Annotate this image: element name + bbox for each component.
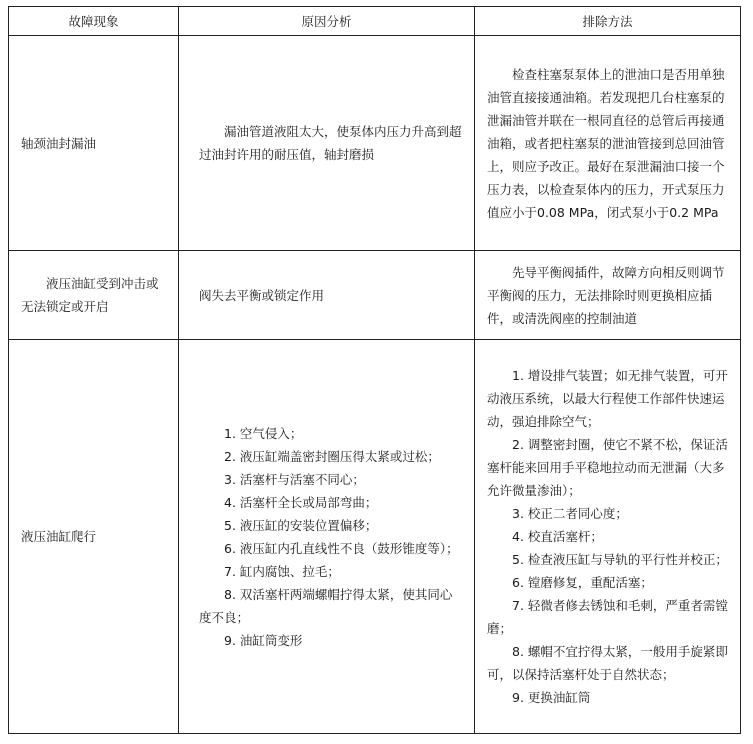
troubleshooting-table — [8, 6, 741, 734]
fix-cell — [475, 251, 741, 340]
phenomenon-cell: 液压油缸爬行 — [9, 340, 179, 734]
fix-text: 检查柱塞泵泵体上的泄油口是否用单独油管直接接通油箱。若发现把几台柱塞泵的泄漏油管并联在一根同直径的总管后再接通油箱，或者把柱塞泵的泄油管接到总回油管上，则应予改正。最好在泵泄漏油口接一个压力表，以检查泵体内的压力，开式泵压力值应小于0.08 MPa，闭式泵小于0.2 MPa — [487, 66, 725, 220]
table-row — [9, 340, 741, 734]
list-item: 8. 双活塞杆两端螺帽拧得太紧，使其同心度不良； — [199, 586, 453, 625]
fix-cell — [475, 36, 741, 251]
list-item: 1. 增设排气装置；如无排气装置，可开动液压系统，以最大行程使工作部件快速运动，强迫排除空气； — [487, 368, 728, 429]
list-item: 2. 液压缸端盖密封圈压得太紧或过松； — [224, 448, 440, 464]
cause-list — [199, 422, 464, 652]
list-item: 1. 空气侵入； — [224, 425, 303, 441]
list-item: 7. 缸内腐蚀、拉毛； — [224, 563, 340, 579]
phenomenon-cell: 轴颈油封漏油 — [9, 36, 179, 251]
list-item: 7. 轻微者修去锈蚀和毛刺，严重者需镗磨； — [487, 598, 728, 636]
header-fix: 排除方法 — [475, 7, 741, 36]
list-item: 5. 液压缸的安装位置偏移； — [224, 517, 378, 533]
cause-cell — [179, 36, 475, 251]
list-item: 9. 油缸筒变形 — [224, 632, 303, 648]
fix-list — [487, 364, 730, 709]
list-item: 6. 液压缸内孔直线性不良（鼓形锥度等）； — [224, 540, 459, 556]
list-item: 3. 活塞杆与活塞不同心； — [224, 471, 365, 487]
header-row — [9, 7, 741, 36]
list-item: 9. 更换油缸筒 — [512, 690, 591, 705]
list-item: 6. 镗磨修复，重配活塞； — [512, 575, 653, 590]
list-item: 2. 调整密封圈，使它不紧不松，保证活塞杆能来回用手平稳地拉动而无泄漏（大多允许微量渗油）； — [487, 437, 728, 498]
phenomenon-cell — [9, 251, 179, 340]
list-item: 4. 校直活塞杆； — [512, 529, 603, 544]
cause-cell: 阀失去平衡或锁定作用 — [179, 251, 475, 340]
phenomenon-text: 液压油缸受到冲击或无法锁定或开启 — [21, 276, 159, 314]
header-phenomenon: 故障现象 — [9, 7, 179, 36]
table-row — [9, 36, 741, 251]
fix-cell — [475, 340, 741, 734]
list-item: 5. 检查液压缸与导轨的平行性并校正； — [512, 552, 728, 567]
header-cause: 原因分析 — [179, 7, 475, 36]
list-item: 4. 活塞杆全长或局部弯曲； — [224, 494, 378, 510]
cause-text: 漏油管道液阻太大，使泵体内压力升高到超过油封许用的耐压值，轴封磨损 — [199, 124, 462, 162]
table-row — [9, 251, 741, 340]
list-item: 3. 校正二者同心度； — [512, 506, 628, 521]
troubleshooting-table-wrapper — [8, 6, 740, 734]
cause-cell — [179, 340, 475, 734]
list-item: 8. 螺帽不宜拧得太紧，一般用手旋紧即可，以保持活塞杆处于自然状态； — [487, 644, 728, 682]
fix-text: 先导平衡阀插件，故障方向相反则调节平衡阀的压力，无法排除时则更换相应插件，或清洗阀座的控制油道 — [487, 264, 725, 326]
